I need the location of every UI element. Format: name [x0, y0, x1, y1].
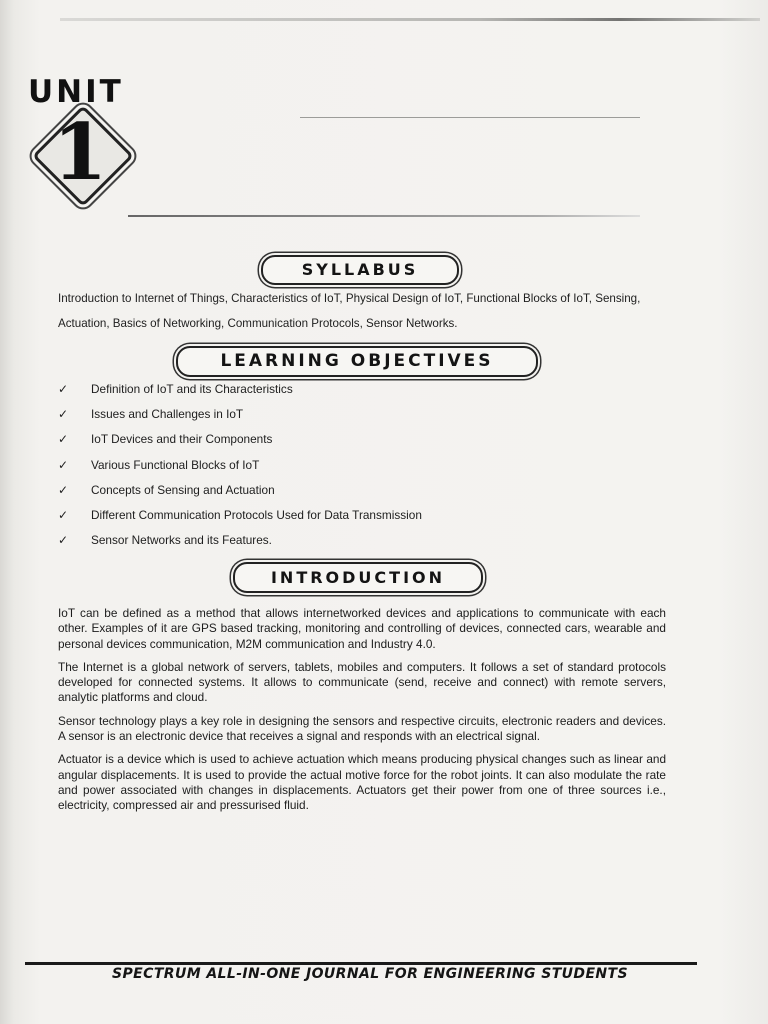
objective-item: [56, 503, 656, 528]
introduction-paragraph: The Internet is a global network of servers, tablets, mobiles and computers. It follows a set of standard protocols developed for connected systems. It allows to communicate (send, receive and connect) with remote servers, analytic platforms and cloud.: [58, 659, 666, 705]
objective-text: Issues and Challenges in IoT: [91, 407, 244, 422]
introduction-heading: INTRODUCTION: [233, 562, 483, 593]
footer-journal-title: SPECTRUM ALL-IN-ONE JOURNAL FOR ENGINEERING STUDENTS: [112, 966, 628, 982]
objective-text: Various Functional Blocks of IoT: [91, 457, 260, 472]
checkmark-icon: ✓: [58, 432, 69, 447]
learning-objectives-list: [56, 377, 656, 553]
learning-objectives-heading: LEARNING OBJECTIVES: [176, 346, 538, 377]
unit-number: 1: [52, 107, 108, 198]
checkmark-icon: ✓: [58, 382, 69, 396]
unit-number-badge: [33, 106, 127, 200]
checkmark-icon: ✓: [58, 407, 69, 422]
introduction-paragraph: IoT can be defined as a method that allows internetworked devices and applications to communicate with each other. Examples of it are GPS based tracking, monitoring and controlling of devices, connected cars, wearable and personal devices communication, M2M communication and Industry 4.0.: [58, 606, 666, 651]
objective-item: [56, 528, 656, 553]
objective-item: [56, 427, 656, 452]
objective-text: IoT Devices and their Components: [91, 432, 273, 447]
header-divider-bottom: [128, 215, 640, 217]
objective-item: [56, 377, 656, 402]
objective-item: [56, 402, 656, 427]
unit-label: UNIT: [28, 74, 124, 110]
checkmark-icon: ✓: [58, 482, 69, 497]
footer-divider: [25, 962, 697, 965]
introduction-paragraph: Actuator is a device which is used to achieve actuation which means producing physical changes such as linear and angular displacements. It is used to provide the actual motive force for the robot joints. It can also modulate the rate and power associated with changes in displacements. Actuators get their power from one of three sources i.e., electricity, compressed air and pressurised fluid.: [58, 752, 666, 813]
page-top-edge: [60, 18, 760, 21]
introduction-paragraph: Sensor technology plays a key role in designing the sensors and respective circuits, electronic readers and devices. A sensor is an electronic device that receives a signal and responds with an electrical signal.: [58, 713, 666, 744]
objective-item: [56, 478, 656, 503]
syllabus-text: Introduction to Internet of Things, Characteristics of IoT, Physical Design of IoT, Functional Blocks of IoT, Sensing, Actuation, Basics of Networking, Communication Protocols, Sensor Networks.: [58, 292, 641, 330]
checkmark-icon: ✓: [58, 457, 69, 472]
syllabus-heading: SYLLABUS: [261, 255, 459, 285]
objective-item: [56, 453, 656, 478]
checkmark-icon: ✓: [58, 533, 69, 548]
objective-text: Definition of IoT and its Characteristics: [91, 382, 293, 396]
objective-text: Different Communication Protocols Used for Data Transmission: [91, 507, 422, 522]
checkmark-icon: ✓: [58, 507, 69, 522]
objective-text: Concepts of Sensing and Actuation: [91, 482, 275, 497]
introduction-body: [58, 606, 666, 822]
header-divider-top: [300, 117, 640, 118]
objective-text: Sensor Networks and its Features.: [91, 533, 272, 548]
